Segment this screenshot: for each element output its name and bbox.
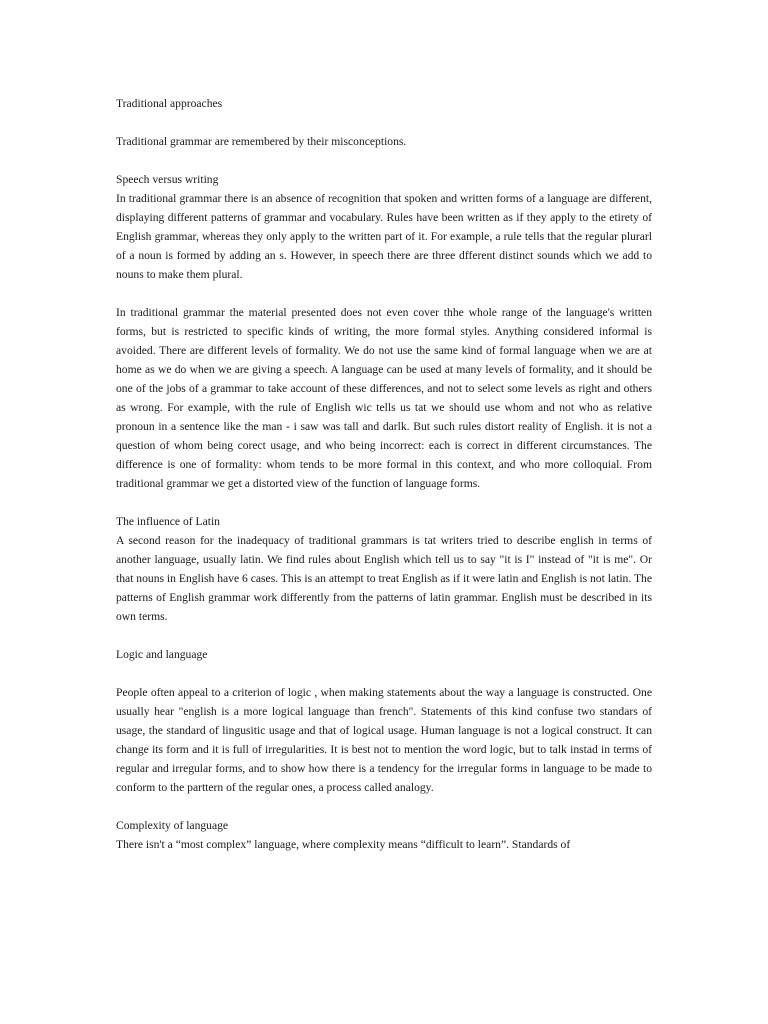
spacer <box>116 151 652 170</box>
intro-paragraph: Traditional grammar are remembered by their misconceptions. <box>116 135 407 148</box>
section-heading-complexity: Complexity of language <box>116 819 229 832</box>
latin-paragraph-1: A second reason for the inadequacy of traditional grammars is tat writers tried to describe english in terms of another language, usually latin. We find rules about English which tell us to say "it is I" instead of "it is me". Or that nouns in English have 6 cases. This is an attempt to treat English as if it were latin and English is not latin. The patterns of English grammar work differently from the patterns of latin grammar. English must be described in its own terms. <box>116 534 652 623</box>
section-heading-logic: Logic and language <box>116 648 208 661</box>
document-title: Traditional approaches <box>116 97 223 110</box>
spacer <box>116 626 652 645</box>
complexity-paragraph-1: There isn't a “most complex” language, where complexity means “difficult to learn”. Standards of <box>116 838 571 851</box>
spacer <box>116 664 652 683</box>
speech-paragraph-1: In traditional grammar there is an absence of recognition that spoken and written forms of a language are different, displaying different patterns of grammar and vocabulary. Rules have been written as if they apply to the etirety of English grammar, whereas they only apply to the written part of it. For example, a rule tells that the regular plurarl of a noun is formed by adding an s. However, in speech there are three dfferent distinct sounds which we add to nouns to make them plural. <box>116 192 652 281</box>
spacer <box>116 284 652 303</box>
document-page <box>116 94 652 854</box>
section-heading-latin: The influence of Latin <box>116 515 220 528</box>
spacer <box>116 797 652 816</box>
speech-paragraph-2: In traditional grammar the material presented does not even cover thhe whole range of the language's written forms, but is restricted to specific kinds of writing, the more formal styles. Anything considered informal is avoided. There are different levels of formality. We do not use the same kind of formal language when we are at home as we do when we are giving a speech. A language can be used at many levels of formality, and it should be one of the jobs of a grammar to take account of these differences, and not to select some levels as right and others as wrong. For example, with the rule of English wic tells us tat we should use whom and not who as relative pronoun in a sentence like the man - i saw was tall and darlk. But such rules distort reality of English. it is not a question of whom being corect usage, and who being incorrect: each is correct in different circumstances. The difference is one of formality: whom tends to be more formal in this context, and who more colloquial. From traditional grammar we get a distorted view of the function of language forms. <box>116 306 652 490</box>
spacer <box>116 113 652 132</box>
spacer <box>116 493 652 512</box>
section-heading-speech: Speech versus writing <box>116 173 219 186</box>
logic-paragraph-1: People often appeal to a criterion of logic , when making statements about the way a language is constructed. One usually hear "english is a more logical language than french". Statements of this kind confuse two standars of usage, the standard of lingusitic usage and that of logical usage. Human language is not a logical construct. It can change its form and it is full of irregularities. It is best not to mention the word logic, but to talk instad in terms of regular and irregular forms, and to show how there is a tendency for the irregular forms in language to be made to conform to the parttern of the regular ones, a process called analogy. <box>116 686 652 794</box>
